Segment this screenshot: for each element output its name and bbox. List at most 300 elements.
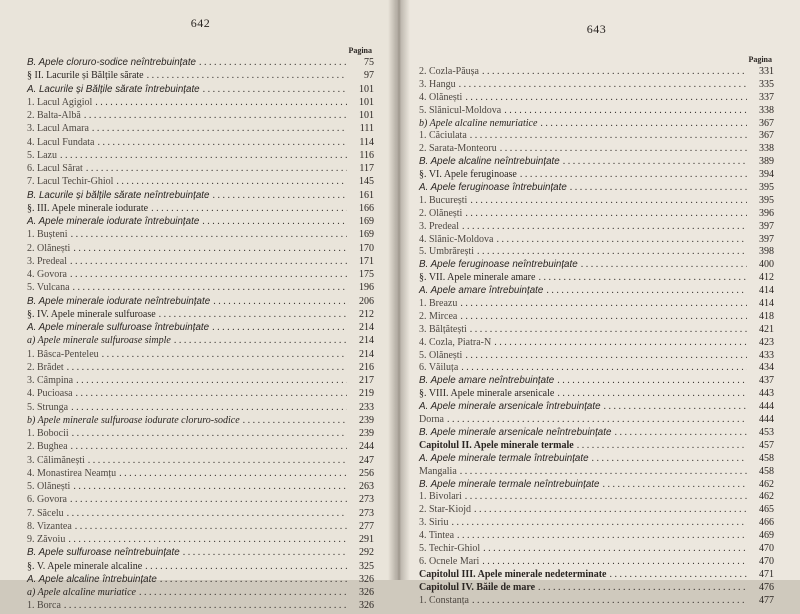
toc-entry-page: 97 bbox=[364, 70, 374, 82]
dot-leader bbox=[460, 298, 747, 309]
toc-entry bbox=[27, 322, 374, 335]
dot-leader bbox=[71, 441, 347, 452]
dot-leader bbox=[183, 547, 347, 558]
dot-leader bbox=[557, 388, 747, 399]
toc-entry-title: B. Apele minerale arsenicale neîntrebuințate bbox=[419, 426, 612, 438]
toc-entry-page: 458 bbox=[759, 452, 774, 464]
toc-entry-page: 444 bbox=[759, 401, 774, 413]
toc-entry bbox=[419, 208, 774, 221]
dot-leader bbox=[459, 79, 747, 90]
toc-entry-title: 3. Hangu bbox=[419, 78, 456, 90]
toc-entry-title: 4. Lacul Fundata bbox=[27, 136, 95, 148]
toc-entry-page: 170 bbox=[359, 242, 374, 254]
toc-entry-title: 3. Predeal bbox=[419, 220, 459, 232]
toc-entry-title: 5. Vulcana bbox=[27, 282, 70, 294]
dot-leader bbox=[145, 561, 347, 572]
toc-entry-title: B. Apele cloruro-sodice neîntrebuințate bbox=[27, 57, 197, 68]
toc-entry bbox=[419, 582, 774, 595]
toc-entry-title: §. VI. Apele feruginoase bbox=[419, 169, 517, 181]
toc-entry-page: 196 bbox=[359, 282, 374, 294]
toc-entry-title: 1. Bivolari bbox=[419, 491, 462, 503]
toc-entry bbox=[419, 491, 774, 504]
dot-leader bbox=[465, 491, 747, 502]
toc-entry-page: 161 bbox=[359, 189, 374, 201]
toc-entry bbox=[27, 163, 374, 176]
toc-entry-title: B. Apele feruginoase neîntrebuințate bbox=[419, 259, 578, 271]
toc-entry bbox=[27, 547, 374, 560]
dot-leader bbox=[472, 595, 747, 606]
toc-entry-page: 117 bbox=[359, 163, 374, 174]
toc-entry-page: 169 bbox=[359, 216, 374, 227]
toc-entry bbox=[419, 440, 774, 453]
toc-entry bbox=[419, 285, 774, 298]
dot-leader bbox=[500, 143, 747, 154]
toc-entry-title: 1. Bobocii bbox=[27, 428, 69, 439]
toc-entry-title: A. Apele minerale termale întrebuințate bbox=[419, 452, 589, 464]
dot-leader bbox=[159, 309, 347, 320]
toc-entry-title: 4. Olănești bbox=[419, 91, 463, 103]
toc-entry-page: 395 bbox=[759, 182, 774, 194]
toc-entry-page: 239 bbox=[359, 428, 374, 439]
toc-entry-title: 7. Săcelu bbox=[27, 507, 64, 519]
toc-entry-page: 217 bbox=[359, 375, 374, 386]
toc-entry-page: 292 bbox=[359, 547, 374, 559]
dot-leader bbox=[64, 600, 347, 611]
dot-leader bbox=[67, 508, 347, 519]
toc-entry bbox=[419, 427, 774, 440]
dot-leader bbox=[71, 402, 347, 413]
dot-leader bbox=[563, 156, 747, 167]
toc-entry bbox=[27, 428, 374, 441]
dot-leader bbox=[75, 521, 347, 532]
toc-entry-title: 6. Lacul Sărat bbox=[27, 163, 83, 174]
toc-entry-title: 7. Lacul Techir-Ghiol bbox=[27, 176, 114, 188]
dot-leader bbox=[592, 453, 747, 464]
dot-leader bbox=[70, 494, 347, 505]
dot-leader bbox=[203, 84, 347, 95]
toc-entry-page: 466 bbox=[759, 517, 774, 529]
dot-leader bbox=[174, 335, 347, 346]
toc-entry-page: 453 bbox=[759, 426, 774, 438]
toc-entry bbox=[419, 221, 774, 234]
dot-leader bbox=[474, 504, 747, 515]
toc-entry bbox=[419, 350, 774, 363]
toc-entry bbox=[419, 79, 774, 92]
toc-entry-title: 1. Lacul Agigiol bbox=[27, 96, 93, 108]
toc-entry bbox=[27, 362, 374, 375]
toc-entry-title: 1. București bbox=[419, 194, 468, 206]
toc-entry-title: 5. Lazu bbox=[27, 149, 57, 161]
dot-leader bbox=[477, 246, 747, 257]
toc-entry-title: §. III. Apele minerale iodurate bbox=[27, 202, 149, 214]
toc-entry-title: § II. Lacurile și Bălțile sărate bbox=[27, 70, 144, 82]
toc-entry-page: 244 bbox=[359, 441, 374, 453]
toc-entry-page: 326 bbox=[359, 600, 374, 612]
dot-leader bbox=[465, 350, 747, 361]
toc-entry-page: 331 bbox=[759, 66, 774, 77]
toc-entry bbox=[419, 479, 774, 492]
toc-entry-page: 206 bbox=[359, 295, 374, 307]
toc-entry bbox=[419, 169, 774, 182]
table-of-contents-right bbox=[419, 66, 774, 607]
toc-entry-page: 214 bbox=[359, 348, 374, 360]
dot-leader bbox=[462, 221, 747, 232]
toc-entry-title: 9. Zăvoiu bbox=[27, 534, 66, 545]
dot-leader bbox=[76, 388, 347, 399]
toc-entry bbox=[27, 534, 374, 547]
toc-entry-title: Capitolul II. Apele minerale termale bbox=[419, 439, 574, 451]
toc-entry-page: 169 bbox=[359, 229, 374, 241]
toc-entry-page: 214 bbox=[359, 335, 374, 347]
toc-entry-page: 114 bbox=[359, 136, 374, 148]
toc-entry-page: 433 bbox=[759, 349, 774, 361]
toc-entry-page: 412 bbox=[759, 272, 774, 284]
toc-entry-title: 4. Govora bbox=[27, 269, 67, 280]
toc-entry bbox=[27, 415, 374, 428]
toc-entry bbox=[419, 105, 774, 118]
dot-leader bbox=[68, 534, 347, 545]
toc-entry-title: A. Apele minerale arsenicale întrebuințate bbox=[419, 401, 601, 413]
toc-entry-title: 4. Slănic-Moldova bbox=[419, 233, 494, 245]
dot-leader bbox=[88, 455, 347, 466]
toc-entry-title: 4. Cozla, Piatra-N bbox=[419, 336, 492, 348]
toc-entry-page: 233 bbox=[359, 401, 374, 413]
toc-entry bbox=[27, 349, 374, 362]
toc-entry-page: 400 bbox=[759, 259, 774, 271]
toc-entry-page: 462 bbox=[759, 478, 774, 490]
dot-leader bbox=[212, 190, 347, 201]
dot-leader bbox=[546, 285, 747, 296]
toc-entry-page: 166 bbox=[359, 202, 374, 214]
toc-entry-page: 171 bbox=[359, 255, 374, 267]
toc-entry-title: 1. Breazu bbox=[419, 298, 458, 310]
toc-entry bbox=[419, 156, 774, 169]
toc-entry bbox=[419, 543, 774, 556]
toc-entry-title: 6. Ocnele Mari bbox=[419, 555, 480, 567]
toc-entry bbox=[419, 401, 774, 414]
toc-entry-title: Capitolul III. Apele minerale nedeterminate bbox=[419, 568, 607, 580]
toc-entry-title: 5. Strunga bbox=[27, 401, 69, 413]
toc-entry bbox=[419, 414, 774, 427]
page-number-left: 642 bbox=[190, 16, 211, 30]
toc-entry bbox=[27, 494, 374, 507]
dot-leader bbox=[160, 574, 347, 585]
toc-entry-page: 335 bbox=[759, 78, 774, 90]
toc-entry-page: 462 bbox=[759, 491, 774, 503]
toc-entry-page: 437 bbox=[759, 375, 774, 387]
toc-entry-title: A. Apele minerale sulfuroase întrebuințate bbox=[27, 322, 210, 333]
toc-entry bbox=[27, 243, 374, 256]
toc-entry bbox=[27, 455, 374, 468]
toc-entry bbox=[27, 574, 374, 587]
toc-entry bbox=[419, 324, 774, 337]
toc-entry-page: 212 bbox=[359, 308, 374, 320]
toc-entry-page: 273 bbox=[359, 507, 374, 519]
dot-leader bbox=[465, 92, 747, 103]
dot-leader bbox=[86, 163, 347, 174]
dot-leader bbox=[451, 517, 747, 528]
toc-entry bbox=[27, 150, 374, 163]
dot-leader bbox=[116, 176, 347, 187]
dot-leader bbox=[84, 110, 347, 121]
toc-entry-page: 470 bbox=[759, 542, 774, 554]
toc-entry-title: Dorna bbox=[419, 414, 444, 426]
toc-entry-title: 4. Monastirea Neamțu bbox=[27, 467, 117, 479]
toc-entry bbox=[419, 143, 774, 156]
toc-entry-title: B. Lacurile și bălțile sărate neîntrebuințate bbox=[27, 189, 210, 201]
dot-leader bbox=[147, 70, 347, 81]
dot-leader bbox=[577, 440, 747, 451]
toc-entry-page: 471 bbox=[759, 568, 774, 580]
toc-entry bbox=[419, 337, 774, 350]
toc-entry-page: 338 bbox=[759, 143, 774, 155]
dot-leader bbox=[102, 349, 347, 360]
toc-entry-page: 367 bbox=[759, 130, 774, 142]
column-header-right: Pagina bbox=[748, 55, 772, 64]
toc-entry-title: A. Apele amare întrebuințate bbox=[419, 285, 544, 297]
toc-entry bbox=[419, 234, 774, 247]
toc-entry bbox=[27, 84, 374, 97]
toc-entry bbox=[419, 466, 774, 479]
book-gutter-shadow bbox=[388, 0, 410, 580]
toc-entry-page: 423 bbox=[759, 336, 774, 348]
toc-entry bbox=[27, 229, 374, 242]
toc-entry bbox=[419, 375, 774, 388]
toc-entry bbox=[419, 517, 774, 530]
toc-entry-page: 443 bbox=[759, 388, 774, 400]
toc-entry bbox=[27, 203, 374, 216]
toc-entry-title: 5. Olănești bbox=[27, 481, 71, 492]
toc-entry-title: §. VII. Apele minerale amare bbox=[419, 272, 536, 284]
dot-leader bbox=[460, 311, 747, 322]
toc-entry-page: 101 bbox=[359, 83, 374, 95]
toc-entry-page: 116 bbox=[359, 149, 374, 161]
toc-entry bbox=[419, 66, 774, 79]
dot-leader bbox=[202, 216, 347, 227]
toc-entry-page: 111 bbox=[359, 123, 374, 135]
toc-entry-title: B. Apele sulfuroase neîntrebuințate bbox=[27, 547, 180, 559]
dot-leader bbox=[494, 337, 747, 348]
toc-entry bbox=[27, 309, 374, 322]
toc-entry-page: 414 bbox=[759, 298, 774, 310]
column-header-left: Pagina bbox=[348, 46, 372, 55]
dot-leader bbox=[520, 169, 747, 180]
dot-leader bbox=[482, 66, 747, 77]
dot-leader bbox=[540, 118, 747, 129]
toc-entry-page: 398 bbox=[759, 246, 774, 258]
dot-leader bbox=[199, 57, 347, 68]
dot-leader bbox=[67, 362, 347, 373]
dot-leader bbox=[73, 481, 347, 492]
toc-entry-page: 444 bbox=[759, 414, 774, 426]
toc-entry-page: 418 bbox=[759, 310, 774, 322]
toc-entry-page: 457 bbox=[759, 439, 774, 451]
toc-entry-title: 2. Brădet bbox=[27, 361, 64, 373]
toc-entry-title: 1. Bâsca-Penteleu bbox=[27, 348, 99, 360]
toc-entry-title: a) Apele minerale sulfuroase simple bbox=[27, 335, 171, 347]
toc-entry-title: 3. Predeal bbox=[27, 255, 67, 267]
toc-entry-page: 469 bbox=[759, 530, 774, 542]
toc-entry bbox=[27, 561, 374, 574]
toc-entry-page: 291 bbox=[359, 534, 374, 545]
toc-entry-title: 6. Văiluța bbox=[419, 362, 459, 374]
toc-entry bbox=[27, 508, 374, 521]
dot-leader bbox=[482, 556, 747, 567]
dot-leader bbox=[483, 543, 747, 554]
toc-entry bbox=[419, 388, 774, 401]
dot-leader bbox=[470, 130, 747, 141]
toc-entry-title: 2. Balta-Albă bbox=[27, 110, 81, 121]
toc-entry bbox=[419, 118, 774, 131]
toc-entry-title: B. Apele alcaline neîntrebuințate bbox=[419, 156, 560, 168]
toc-entry-page: 470 bbox=[759, 555, 774, 567]
toc-entry bbox=[419, 195, 774, 208]
toc-entry-title: 2. Bughea bbox=[27, 441, 68, 453]
toc-entry-title: 3. Siriu bbox=[419, 517, 449, 529]
toc-entry bbox=[419, 453, 774, 466]
toc-entry bbox=[27, 587, 374, 600]
dot-leader bbox=[602, 479, 747, 490]
toc-entry-title: 2. Star-Kiojd bbox=[419, 504, 472, 516]
dot-leader bbox=[151, 203, 347, 214]
toc-entry-page: 75 bbox=[364, 57, 374, 68]
dot-leader bbox=[460, 466, 747, 477]
toc-entry-title: 2. Olănești bbox=[27, 242, 71, 254]
dot-leader bbox=[614, 427, 747, 438]
dot-leader bbox=[557, 375, 747, 386]
dot-leader bbox=[609, 569, 747, 580]
toc-entry-title: 5. Slănicul-Moldova bbox=[419, 104, 502, 116]
toc-entry-title: B. Apele minerale iodurate neîntrebuințate bbox=[27, 295, 211, 307]
toc-entry-page: 247 bbox=[359, 454, 374, 466]
dot-leader bbox=[470, 195, 747, 206]
toc-entry bbox=[27, 335, 374, 348]
toc-entry-title: 1. Bușteni bbox=[27, 229, 68, 241]
toc-entry-title: §. V. Apele minerale alcaline bbox=[27, 560, 143, 572]
toc-entry-title: 5. Techir-Ghiol bbox=[419, 542, 481, 554]
toc-entry-page: 389 bbox=[759, 156, 774, 168]
toc-entry-title: 2. Sarata-Monteoru bbox=[419, 143, 497, 155]
toc-entry-title: 4. Pucioasa bbox=[27, 388, 73, 400]
toc-entry-page: 397 bbox=[759, 233, 774, 245]
toc-entry-page: 397 bbox=[759, 220, 774, 232]
toc-entry-page: 421 bbox=[759, 323, 774, 335]
dot-leader bbox=[581, 259, 747, 270]
toc-entry-title: Mangalia bbox=[419, 465, 457, 477]
dot-leader bbox=[465, 208, 747, 219]
toc-entry-page: 434 bbox=[759, 362, 774, 374]
dot-leader bbox=[70, 269, 347, 280]
toc-entry bbox=[27, 296, 374, 309]
toc-entry-page: 219 bbox=[359, 388, 374, 400]
toc-entry-title: A. Lacurile și Bălțile sărate întrebuințate bbox=[27, 83, 200, 95]
toc-entry-title: 2. Mircea bbox=[419, 310, 458, 322]
toc-entry-page: 175 bbox=[359, 269, 374, 280]
toc-entry bbox=[27, 402, 374, 415]
toc-entry-title: A. Apele alcaline întrebuințate bbox=[27, 573, 157, 585]
toc-entry-title: 3. Călimănești bbox=[27, 454, 85, 466]
toc-entry-page: 458 bbox=[759, 465, 774, 477]
toc-entry bbox=[419, 362, 774, 375]
dot-leader bbox=[243, 415, 347, 426]
toc-entry-title: 1. Borca bbox=[27, 600, 61, 612]
table-of-contents-left bbox=[27, 57, 374, 614]
toc-entry-title: A. Apele feruginoase întrebuințate bbox=[419, 182, 567, 194]
toc-entry-page: 325 bbox=[359, 560, 374, 572]
toc-entry bbox=[27, 123, 374, 136]
left-page bbox=[0, 0, 396, 612]
toc-entry bbox=[27, 137, 374, 150]
toc-entry-page: 101 bbox=[359, 110, 374, 121]
toc-entry-page: 367 bbox=[759, 117, 774, 129]
toc-entry bbox=[419, 130, 774, 143]
dot-leader bbox=[72, 428, 347, 439]
dot-leader bbox=[70, 256, 347, 267]
toc-entry-title: 5. Olănești bbox=[419, 349, 463, 361]
toc-entry-page: 338 bbox=[759, 104, 774, 116]
toc-entry bbox=[27, 57, 374, 70]
toc-entry bbox=[419, 530, 774, 543]
toc-entry bbox=[419, 272, 774, 285]
toc-entry bbox=[419, 504, 774, 517]
toc-entry bbox=[27, 269, 374, 282]
toc-entry bbox=[27, 216, 374, 229]
toc-entry bbox=[419, 298, 774, 311]
toc-entry bbox=[27, 70, 374, 83]
toc-entry-title: B. Apele minerale termale neîntrebuințate bbox=[419, 478, 600, 490]
toc-entry-title: 8. Vizantea bbox=[27, 520, 72, 532]
toc-entry-title: 5. Umbrărești bbox=[419, 246, 474, 258]
toc-entry-page: 337 bbox=[759, 91, 774, 103]
toc-entry-page: 476 bbox=[759, 581, 774, 593]
toc-entry-page: 101 bbox=[359, 96, 374, 108]
toc-entry bbox=[27, 375, 374, 388]
toc-entry bbox=[419, 182, 774, 195]
toc-entry bbox=[419, 311, 774, 324]
toc-entry bbox=[27, 388, 374, 401]
dot-leader bbox=[538, 582, 747, 593]
toc-entry-title: 2. Olănești bbox=[419, 207, 463, 219]
toc-entry-page: 273 bbox=[359, 494, 374, 506]
toc-entry-title: 3. Bălțătești bbox=[419, 323, 467, 335]
dot-leader bbox=[213, 296, 347, 307]
toc-entry bbox=[419, 92, 774, 105]
page-number-right: 643 bbox=[586, 22, 607, 36]
dot-leader bbox=[95, 97, 347, 108]
toc-entry-page: 395 bbox=[759, 194, 774, 206]
dot-leader bbox=[71, 229, 347, 240]
dot-leader bbox=[604, 401, 747, 412]
toc-entry-title: 2. Cozla-Păușa bbox=[419, 66, 479, 77]
toc-entry-title: 4. Tintea bbox=[419, 530, 455, 542]
toc-entry-page: 256 bbox=[359, 467, 374, 479]
dot-leader bbox=[570, 182, 747, 193]
toc-entry-page: 326 bbox=[359, 573, 374, 585]
toc-entry bbox=[419, 259, 774, 272]
toc-entry bbox=[27, 441, 374, 454]
toc-entry bbox=[27, 110, 374, 123]
dot-leader bbox=[470, 324, 747, 335]
toc-entry-page: 263 bbox=[359, 481, 374, 492]
dot-leader bbox=[461, 362, 747, 373]
toc-entry-page: 277 bbox=[359, 520, 374, 532]
toc-entry-title: 3. Lacul Amara bbox=[27, 123, 89, 135]
toc-entry-page: 396 bbox=[759, 207, 774, 219]
dot-leader bbox=[119, 468, 347, 479]
toc-entry-title: A. Apele minerale iodurate întrebuințate bbox=[27, 216, 200, 227]
toc-entry bbox=[27, 600, 374, 613]
toc-entry-title: 1. Constanța bbox=[419, 594, 469, 606]
